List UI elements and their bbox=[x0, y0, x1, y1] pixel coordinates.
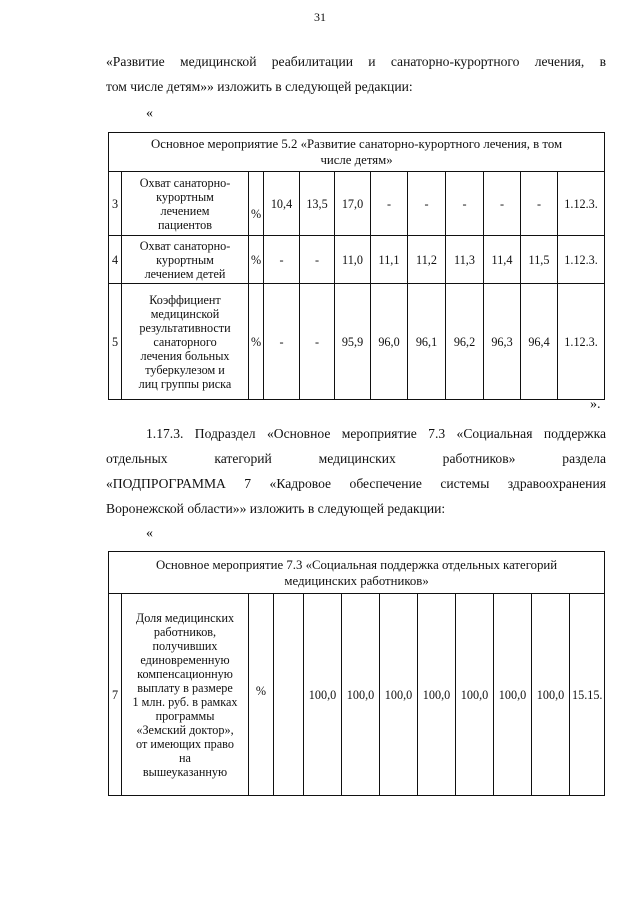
indicator-name: Коэффициент медицинской результативности санаторного лечения больных туберкулезом и лиц группы риска bbox=[122, 284, 249, 400]
intro-paragraph bbox=[106, 49, 606, 99]
paragraph-line: отдельных категорий медицинских работников» раздела bbox=[106, 451, 606, 466]
value-cell: - bbox=[264, 236, 300, 284]
value-cell: - bbox=[446, 172, 484, 236]
intro-line: «Развитие медицинской реабилитации и санаторно-курортного лечения, в bbox=[106, 54, 606, 69]
unit-cell: % bbox=[249, 284, 264, 400]
value-cell: 96,2 bbox=[446, 284, 484, 400]
table-row bbox=[109, 172, 605, 236]
value-cell: 95,9 bbox=[335, 284, 371, 400]
indicator-table-7-3 bbox=[108, 551, 605, 796]
value-cell: 100,0 bbox=[532, 594, 570, 796]
subsection-paragraph bbox=[106, 421, 606, 521]
value-cell: - bbox=[300, 236, 335, 284]
indicator-name: Доля медицинских работников, получивших единовременную компенсационную выплату в размере 1 млн. руб. в рамках программы «Земский доктор», от имеющих право на вышеуказанную bbox=[122, 594, 249, 796]
unit-cell: % bbox=[249, 594, 274, 796]
paragraph-line: «ПОДПРОГРАММА 7 «Кадровое обеспечение системы здравоохранения bbox=[106, 476, 606, 491]
opening-quote: « bbox=[146, 106, 153, 121]
value-cell: 96,3 bbox=[484, 284, 521, 400]
table-row bbox=[109, 284, 605, 400]
value-cell: 11,1 bbox=[371, 236, 408, 284]
code-cell: 1.12.3. bbox=[558, 236, 605, 284]
closing-quote: ». bbox=[590, 397, 601, 412]
value-cell: 13,5 bbox=[300, 172, 335, 236]
value-cell: 100,0 bbox=[304, 594, 342, 796]
row-number: 7 bbox=[109, 594, 122, 796]
table-row bbox=[109, 236, 605, 284]
unit-cell: % bbox=[249, 172, 264, 236]
value-cell: 100,0 bbox=[418, 594, 456, 796]
unit-cell: % bbox=[249, 236, 264, 284]
indicator-table-5-2 bbox=[108, 132, 605, 400]
table-header-row bbox=[109, 133, 605, 172]
value-cell: 17,0 bbox=[335, 172, 371, 236]
value-cell: 11,0 bbox=[335, 236, 371, 284]
intro-line: том числе детям»» изложить в следующей редакции: bbox=[106, 79, 413, 94]
row-number: 3 bbox=[109, 172, 122, 236]
indicator-name: Охват санаторно- курортным лечением пациентов bbox=[122, 172, 249, 236]
paragraph-line: Воронежской области»» изложить в следующей редакции: bbox=[106, 501, 446, 516]
value-cell bbox=[274, 594, 304, 796]
value-cell: 11,3 bbox=[446, 236, 484, 284]
value-cell: 96,1 bbox=[408, 284, 446, 400]
code-cell: 1.12.3. bbox=[558, 284, 605, 400]
value-cell: 100,0 bbox=[342, 594, 380, 796]
table-header: Основное мероприятие 5.2 «Развитие санаторно-курортного лечения, в том числе детям» bbox=[109, 133, 605, 172]
value-cell: 11,5 bbox=[521, 236, 558, 284]
opening-quote-2: « bbox=[146, 526, 153, 541]
value-cell: - bbox=[264, 284, 300, 400]
value-cell: - bbox=[521, 172, 558, 236]
code-cell: 15.15. bbox=[570, 594, 605, 796]
page-number: 31 bbox=[314, 10, 326, 24]
value-cell: 100,0 bbox=[456, 594, 494, 796]
table-header-row bbox=[109, 552, 605, 594]
paragraph-line: 1.17.3. Подраздел «Основное мероприятие 7.3 «Социальная поддержка bbox=[146, 426, 606, 441]
indicator-name: Охват санаторно- курортным лечением детей bbox=[122, 236, 249, 284]
value-cell: 100,0 bbox=[494, 594, 532, 796]
value-cell: 11,2 bbox=[408, 236, 446, 284]
table-row bbox=[109, 594, 605, 796]
table-header: Основное мероприятие 7.3 «Социальная поддержка отдельных категорий медицинских работников» bbox=[109, 552, 605, 594]
value-cell: 100,0 bbox=[380, 594, 418, 796]
value-cell: - bbox=[484, 172, 521, 236]
value-cell: - bbox=[408, 172, 446, 236]
code-cell: 1.12.3. bbox=[558, 172, 605, 236]
value-cell: 11,4 bbox=[484, 236, 521, 284]
value-cell: 96,0 bbox=[371, 284, 408, 400]
value-cell: - bbox=[371, 172, 408, 236]
value-cell: - bbox=[300, 284, 335, 400]
value-cell: 10,4 bbox=[264, 172, 300, 236]
row-number: 5 bbox=[109, 284, 122, 400]
row-number: 4 bbox=[109, 236, 122, 284]
value-cell: 96,4 bbox=[521, 284, 558, 400]
